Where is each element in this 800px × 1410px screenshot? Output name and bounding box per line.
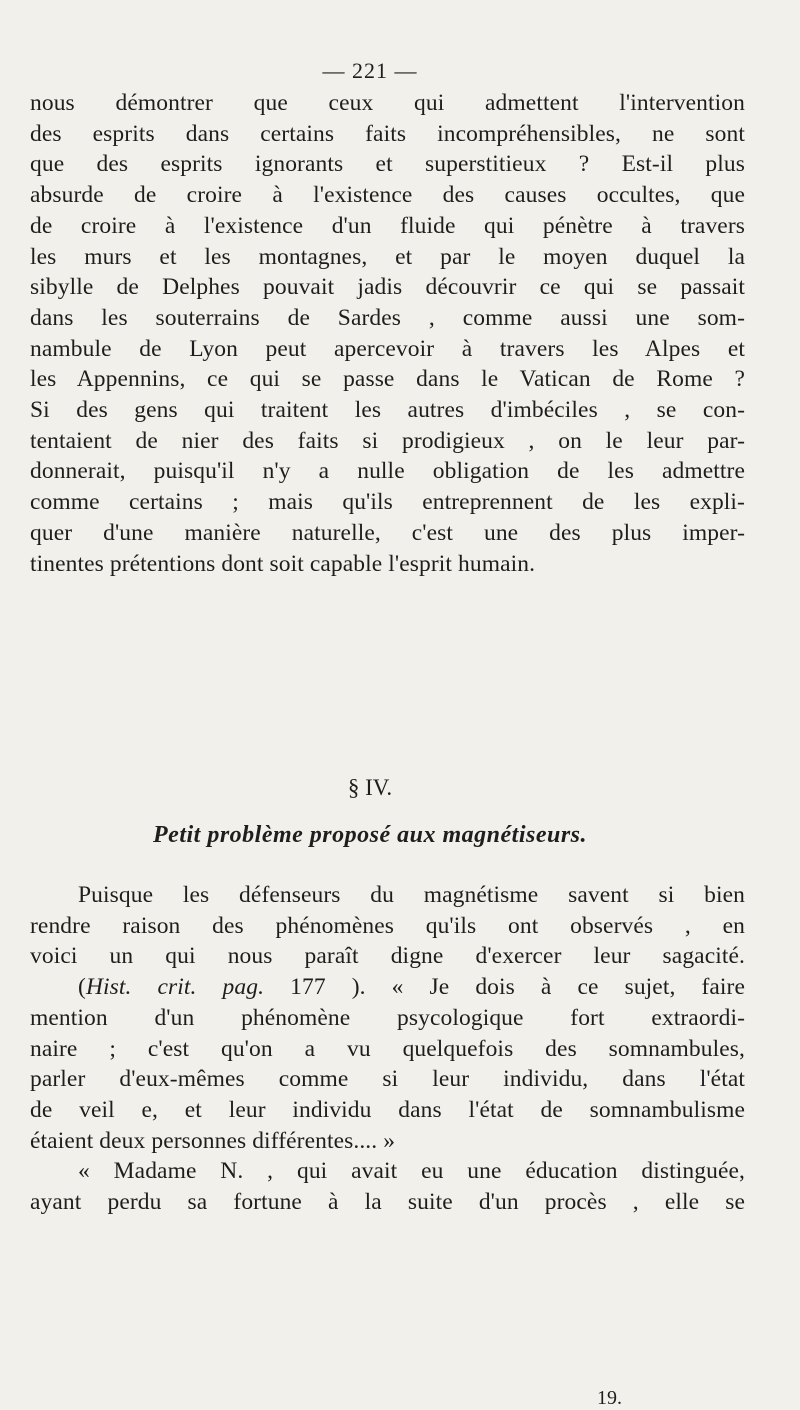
text-line-with-reference [30, 972, 745, 1003]
text-line: les murs et les montagnes, et par le moyen duquel la [30, 243, 745, 270]
text-line: donnerait, puisqu'il n'y a nulle obligation de les admettre [30, 458, 745, 485]
signature-number: 19. [597, 1387, 622, 1409]
text-line: de croire à l'existence d'un fluide qui pénètre à travers [30, 212, 745, 239]
paragraph-1 [30, 88, 745, 579]
text-line: Si des gens qui traitent les autres d'imbéciles , se con- [30, 397, 745, 424]
text-line: naire ; c'est qu'on a vu quelquefois des somnambules, [30, 1035, 745, 1062]
text-line: sibylle de Delphes pouvait jadis découvrir ce qui se passait [30, 274, 745, 301]
printer-signature-mark [0, 1387, 740, 1410]
text-line: tentaient de nier des faits si prodigieux , on le leur par- [30, 427, 745, 454]
section-title: Petit problème proposé aux magnétiseurs. [153, 822, 587, 848]
text-line: quer d'une manière naturelle, c'est une des plus imper- [30, 519, 745, 546]
text-line: les Appennins, ce qui se passe dans le Vatican de Rome ? [30, 366, 745, 393]
text-line: nambule de Lyon peut apercevoir à travers les Alpes et [30, 335, 745, 362]
text-line: étaient deux personnes différentes.... » [30, 1127, 396, 1154]
reference-rest: 177 ). « Je dois à ce sujet, faire [264, 974, 745, 1001]
text-line: comme certains ; mais qu'ils entreprennent de les expli- [30, 489, 745, 516]
text-line: que des esprits ignorants et superstitieux ? Est-il plus [30, 151, 745, 178]
text-line: tinentes prétentions dont soit capable l'esprit humain. [30, 550, 536, 577]
text-line: mention d'un phénomène psycologique fort extraordi- [30, 1004, 745, 1031]
text-line: voici un qui nous paraît digne d'exercer leur sagacité. [30, 943, 745, 970]
text-line: des esprits dans certains faits incompréhensibles, ne sont [30, 120, 745, 147]
text-line: dans les souterrains de Sardes , comme aussi une som- [30, 304, 745, 331]
text-line: de veil e, et leur individu dans l'état de somnambulisme [30, 1096, 745, 1123]
paragraph-2 [30, 880, 745, 1218]
text-line: parler d'eux-mêmes comme si leur individu, dans l'état [30, 1066, 745, 1093]
section-number: § IV. [347, 775, 393, 800]
text-line: ayant perdu sa fortune à la suite d'un procès , elle se [30, 1189, 745, 1216]
reference-citation: Hist. crit. pag. [85, 974, 265, 1001]
text-line: Puisque les défenseurs du magnétisme savent si bien [78, 882, 745, 908]
text-line: absurde de croire à l'existence des causes occultes, que [30, 182, 745, 209]
text-line: rendre raison des phénomènes qu'ils ont observés , en [30, 912, 745, 939]
page-number-header: — 221 — [322, 58, 418, 83]
reference-open-paren: ( [78, 974, 86, 1001]
text-line: nous démontrer que ceux qui admettent l'intervention [30, 90, 745, 116]
text-line: « Madame N. , qui avait eu une éducation distinguée, [78, 1158, 745, 1185]
